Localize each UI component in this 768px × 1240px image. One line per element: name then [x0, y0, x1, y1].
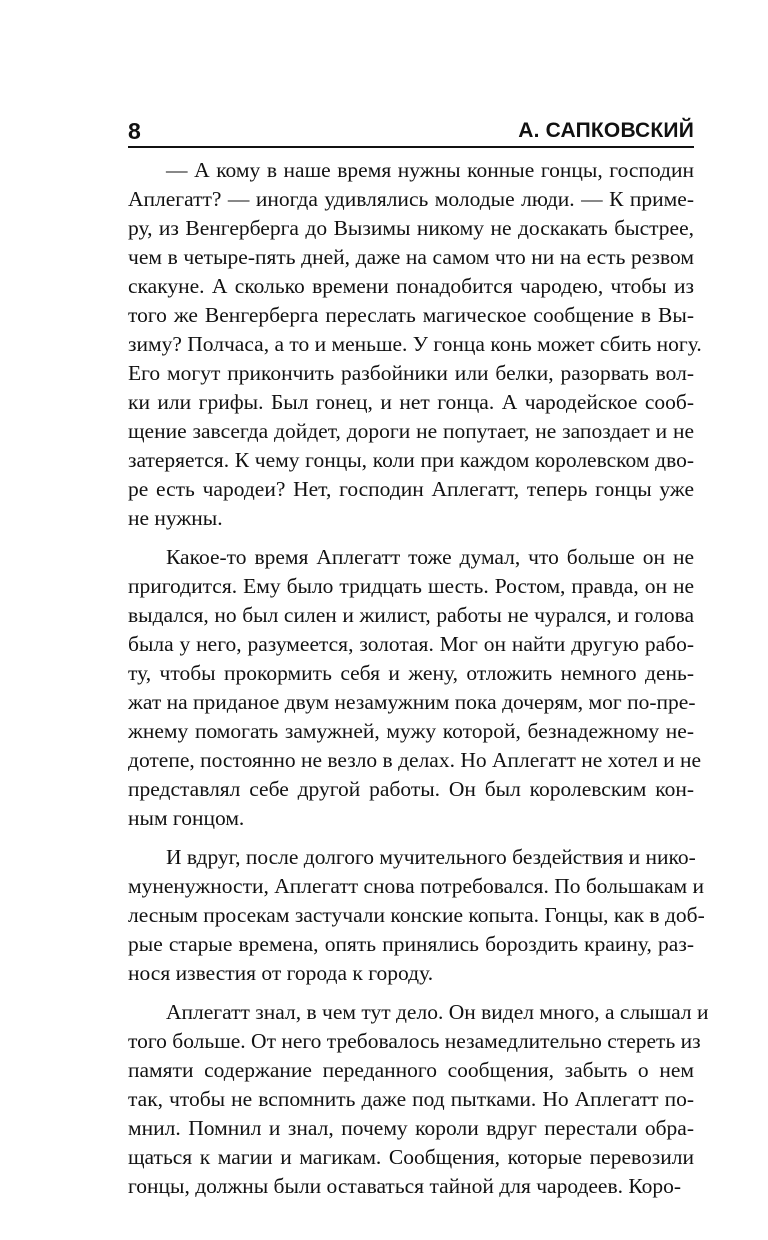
- text-line: — А кому в наше время нужны конные гонцы, господин: [166, 158, 694, 182]
- text-line: представлял себе другой работы. Он был королевским кон-: [128, 777, 694, 801]
- text-line: того же Венгерберга переслать магическое сообщение в Вы-: [128, 303, 694, 327]
- text-line: щаться к магии и магикам. Сообщения, которые перевозили: [128, 1145, 694, 1169]
- text-line: так, чтобы не вспомнить даже под пытками. Но Аплегатт по-: [128, 1087, 694, 1111]
- page-header: [128, 108, 694, 148]
- body-text: [128, 156, 709, 1201]
- text-line: ту, чтобы прокормить себя и жену, отложить немного день-: [128, 661, 694, 685]
- text-line: рые старые времена, опять принялись бороздить краину, раз-: [128, 932, 694, 956]
- text-line: того больше. От него требовалось незамедлительно стереть из: [128, 1029, 701, 1053]
- text-line: скакуне. А сколько времени понадобится чародею, чтобы из: [128, 274, 694, 298]
- text-line: Аплегатт знал, в чем тут дело. Он видел много, а слышал и: [166, 1000, 709, 1024]
- text-line: щение завсегда дойдет, дороги не попутает, не запоздает и не: [128, 419, 694, 443]
- running-head-author: А. САПКОВСКИЙ: [518, 119, 694, 142]
- text-line: Его могут прикончить разбойники или белки, разорвать вол-: [128, 361, 694, 385]
- text-line: затеряется. К чему гонцы, коли при каждом королевском дво-: [128, 448, 694, 472]
- text-line: И вдруг, после долгого мучительного бездействия и нико-: [166, 845, 696, 869]
- paragraph: [128, 543, 702, 833]
- text-line: муненужности, Аплегатт снова потребовался. По большакам и: [128, 874, 705, 898]
- text-line: Какое-то время Аплегатт тоже думал, что больше он не: [166, 545, 694, 569]
- paragraph: [128, 156, 702, 533]
- text-line: ре есть чародеи? Нет, господин Аплегатт, теперь гонцы уже: [128, 477, 694, 501]
- text-line: ки или грифы. Был гонец, и нет гонца. А чародейское сооб-: [128, 390, 694, 414]
- text-line: пригодится. Ему было тридцать шесть. Ростом, правда, он не: [128, 574, 694, 598]
- text-line: лесным просекам застучали конские копыта. Гонцы, как в доб-: [128, 903, 705, 927]
- text-line: жат на приданое двум незамужним пока дочерям, мог по-пре-: [128, 690, 696, 714]
- text-line: гонцы, должны были оставаться тайной для чародеев. Коро-: [128, 1174, 682, 1198]
- text-line: зиму? Полчаса, а то и меньше. У гонца конь может сбить ногу.: [128, 332, 702, 356]
- text-line: дотепе, постоянно не везло в делах. Но Аплегатт не хотел и не: [128, 748, 702, 772]
- text-line: ру, из Венгерберга до Вызимы никому не доскакать быстрее,: [128, 216, 694, 240]
- text-line: чем в четыре-пять дней, даже на самом что ни на есть резвом: [128, 245, 694, 269]
- text-line: не нужны.: [128, 506, 223, 530]
- text-line: жнему помогать замужней, мужу которой, безнадежному не-: [128, 719, 694, 743]
- paragraph: [128, 843, 705, 988]
- page-number: 8: [128, 118, 141, 144]
- text-line: нося известия от города к городу.: [128, 961, 434, 985]
- text-line: Аплегатт? — иногда удивлялись молодые люди. — К приме-: [128, 187, 694, 211]
- text-line: ным гонцом.: [128, 806, 245, 830]
- book-page: [128, 108, 709, 1211]
- text-line: была у него, разумеется, золотая. Мог он найти другую рабо-: [128, 632, 694, 656]
- paragraph: [128, 998, 709, 1201]
- text-line: памяти содержание переданного сообщения, забыть о нем: [128, 1058, 694, 1082]
- text-line: мнил. Помнил и знал, почему короли вдруг перестали обра-: [128, 1116, 694, 1140]
- text-line: выдался, но был силен и жилист, работы не чурался, и голова: [128, 603, 694, 627]
